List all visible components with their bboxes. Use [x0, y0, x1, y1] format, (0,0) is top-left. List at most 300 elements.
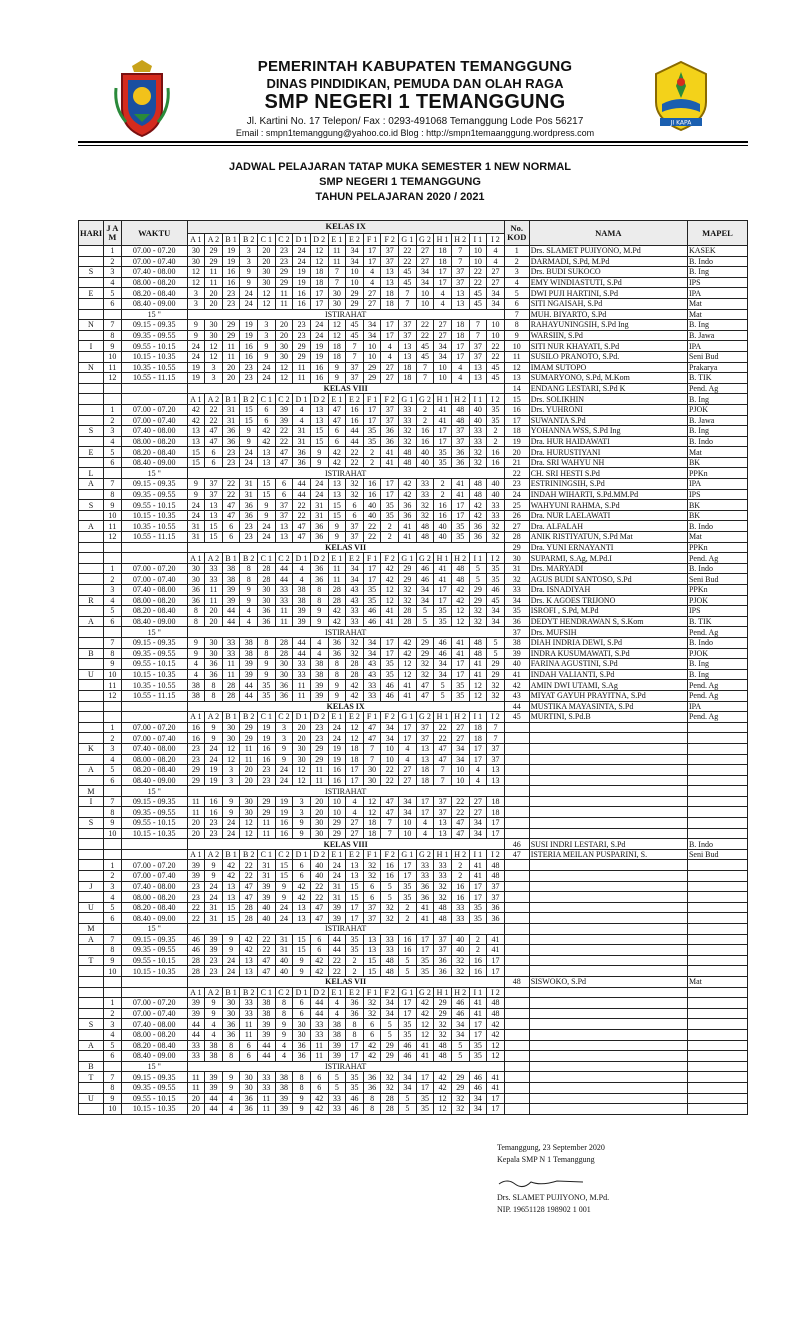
teacher-code-cell: 12 [328, 330, 346, 341]
signature-place-date: Temanggung, 23 September 2020 [497, 1143, 605, 1152]
teacher-code-cell: 11 [240, 1029, 258, 1040]
schedule-row [79, 330, 748, 341]
teacher-code [504, 818, 529, 829]
teacher-code-cell: 24 [275, 902, 293, 913]
teacher-code-cell: 7 [346, 341, 364, 352]
teacher-code-cell: 41 [416, 1040, 434, 1051]
teacher-code-cell: 36 [469, 532, 487, 543]
class-code-cell: F 2 [381, 849, 399, 860]
teacher-code-cell: 42 [222, 871, 240, 882]
teacher-subject: Pend. Ag [687, 690, 747, 701]
period-number: 4 [103, 1029, 121, 1040]
teacher-code-cell: 18 [310, 267, 328, 278]
teacher-code-cell: 9 [240, 277, 258, 288]
teacher-code-cell: 42 [310, 1104, 328, 1115]
teacher-name [529, 987, 687, 998]
teacher-subject: PPKn [687, 585, 747, 596]
teacher-code-cell: 22 [451, 796, 469, 807]
teacher-code-cell: 20 [222, 362, 240, 373]
class-code-cell: H 2 [451, 233, 469, 246]
period-number: 12 [103, 532, 121, 543]
period-time: 08.00 - 08.20 [121, 892, 187, 903]
teacher-code: 28 [504, 532, 529, 543]
teacher-subject: B. Indo [687, 637, 747, 648]
period-number: 11 [103, 680, 121, 691]
teacher-code-cell: 17 [346, 765, 364, 776]
teacher-code-cell: 5 [399, 966, 417, 977]
teacher-code-cell: 5 [328, 1082, 346, 1093]
teacher-code-cell: 43 [363, 659, 381, 670]
teacher-code-cell: 20 [205, 288, 223, 299]
teacher-code-cell: 37 [416, 722, 434, 733]
jam-cell [103, 839, 121, 850]
class-label-row [79, 383, 748, 394]
schedule-row [79, 627, 748, 638]
teacher-code-cell: 44 [187, 1019, 205, 1030]
period-time: 07.00 - 07.40 [121, 1008, 187, 1019]
teacher-code [504, 722, 529, 733]
teacher-code-cell: 37 [434, 796, 452, 807]
teacher-code-cell: 41 [487, 934, 505, 945]
teacher-code-cell: 30 [328, 288, 346, 299]
teacher-code [504, 913, 529, 924]
teacher-code-cell: 47 [381, 796, 399, 807]
teacher-code-cell: 9 [240, 436, 258, 447]
class-code-row [79, 849, 748, 860]
period-time: 07.40 - 08.00 [121, 426, 187, 437]
teacher-name: SUSILO PRANOTO, S.Pd. [529, 351, 687, 362]
period-time: 07.00 - 07.20 [121, 563, 187, 574]
teacher-code-cell: 36 [399, 510, 417, 521]
teacher-code-cell: 36 [293, 457, 311, 468]
teacher-code-cell: 5 [469, 574, 487, 585]
teacher-code-cell: 44 [310, 998, 328, 1009]
teacher-code-cell: 33 [346, 606, 364, 617]
teacher-code-cell: 18 [346, 754, 364, 765]
teacher-code-cell: 22 [240, 860, 258, 871]
period-number: 10 [103, 1104, 121, 1115]
teacher-code-cell: 29 [293, 341, 311, 352]
day-letter [79, 966, 104, 977]
teacher-code [504, 987, 529, 998]
class-code-cell: A 1 [187, 987, 205, 998]
teacher-code-cell: 33 [187, 1040, 205, 1051]
teacher-code-cell: 27 [346, 818, 364, 829]
period-time: 09.55 - 10.15 [121, 955, 187, 966]
day-cell [79, 542, 104, 553]
teacher-code-cell: 42 [469, 500, 487, 511]
teacher-code-cell: 12 [346, 722, 364, 733]
teacher-code-cell: 42 [487, 1029, 505, 1040]
teacher-code-cell: 41 [434, 563, 452, 574]
schedule-row [79, 510, 748, 521]
day-cell [79, 394, 104, 405]
teacher-code-cell: 47 [258, 966, 276, 977]
teacher-code-cell: 35 [381, 510, 399, 521]
teacher-code-cell: 46 [469, 1072, 487, 1083]
teacher-code-cell: 48 [381, 955, 399, 966]
teacher-code: 15 [504, 394, 529, 405]
teacher-code-cell: 3 [187, 298, 205, 309]
class-code-cell: B 2 [240, 553, 258, 564]
teacher-subject [687, 796, 747, 807]
teacher-code-cell: 30 [258, 267, 276, 278]
class-code-cell: C 1 [258, 849, 276, 860]
teacher-code-cell: 8 [310, 595, 328, 606]
teacher-code-cell: 36 [469, 521, 487, 532]
teacher-code-cell: 41 [487, 945, 505, 956]
teacher-subject [687, 743, 747, 754]
period-number: 11 [103, 521, 121, 532]
teacher-code-cell: 10 [346, 277, 364, 288]
day-cell [79, 553, 104, 564]
teacher-code-cell: 28 [258, 563, 276, 574]
period-time: 09.35 - 09.55 [121, 330, 187, 341]
teacher-code-cell: 24 [258, 532, 276, 543]
teacher-code-cell: 3 [205, 373, 223, 384]
day-letter [79, 860, 104, 871]
teacher-code-cell: 23 [222, 447, 240, 458]
teacher-code-cell: 12 [240, 818, 258, 829]
teacher-code-cell: 33 [328, 1093, 346, 1104]
teacher-code-cell: 9 [293, 828, 311, 839]
schedule-row [79, 828, 748, 839]
teacher-name: IMAM SUTOPO [529, 362, 687, 373]
teacher-subject: IPS [687, 606, 747, 617]
teacher-code-cell: 24 [205, 892, 223, 903]
teacher-code-cell: 15 [293, 934, 311, 945]
teacher-code-cell: 27 [434, 320, 452, 331]
period-number: 10 [103, 351, 121, 362]
teacher-code-cell: 32 [346, 648, 364, 659]
teacher-code-cell: 34 [434, 669, 452, 680]
teacher-code-cell: 47 [205, 426, 223, 437]
teacher-name: WAHYUNI RAHMA, S.Pd [529, 500, 687, 511]
teacher-code-cell: 12 [469, 690, 487, 701]
teacher-name [529, 1019, 687, 1030]
teacher-code-cell: 12 [363, 796, 381, 807]
jam-cell [103, 627, 121, 638]
teacher-code-cell: 2 [487, 426, 505, 437]
teacher-code-cell: 10 [399, 828, 417, 839]
teacher-code-cell: 13 [416, 754, 434, 765]
teacher-code: 48 [504, 976, 529, 987]
teacher-code-cell: 40 [258, 902, 276, 913]
teacher-code-cell: 16 [310, 362, 328, 373]
teacher-code-cell: 39 [205, 1082, 223, 1093]
teacher-code-cell: 46 [346, 1093, 364, 1104]
teacher-subject: B. TIK [687, 373, 747, 384]
teacher-code-cell: 35 [363, 436, 381, 447]
day-letter [79, 415, 104, 426]
teacher-code-cell: 22 [205, 415, 223, 426]
teacher-code-cell: 29 [346, 288, 364, 299]
teacher-code-cell: 2 [487, 436, 505, 447]
teacher-code-cell: 32 [363, 998, 381, 1009]
teacher-code-cell: 9 [240, 267, 258, 278]
teacher-code: 36 [504, 616, 529, 627]
period-number: 3 [103, 585, 121, 596]
teacher-code-cell: 47 [328, 404, 346, 415]
teacher-code-cell: 9 [205, 998, 223, 1009]
teacher-code-cell: 46 [416, 563, 434, 574]
teacher-code-cell: 32 [451, 1093, 469, 1104]
teacher-code-cell: 41 [451, 479, 469, 490]
teacher-code-cell: 6 [258, 415, 276, 426]
teacher-code-cell: 41 [434, 404, 452, 415]
waktu-cell [121, 976, 187, 987]
teacher-code-cell: 34 [451, 743, 469, 754]
teacher-code-cell: 32 [434, 892, 452, 903]
teacher-code-cell: 5 [381, 1019, 399, 1030]
teacher-code-cell: 48 [399, 457, 417, 468]
teacher-code-cell: 40 [363, 500, 381, 511]
teacher-code-cell: 13 [451, 288, 469, 299]
teacher-code-cell: 2 [451, 860, 469, 871]
class-code-cell: A 1 [187, 394, 205, 405]
teacher-code-cell: 17 [451, 351, 469, 362]
teacher-code-cell: 48 [451, 404, 469, 415]
day-letter: A [79, 934, 104, 945]
teacher-code-cell: 33 [205, 574, 223, 585]
waktu-cell [121, 839, 187, 850]
period-number: 7 [103, 637, 121, 648]
header-kode: No. KOD [504, 221, 529, 246]
teacher-code-cell: 38 [222, 574, 240, 585]
break-label: ISTIRAHAT [187, 1061, 504, 1072]
period-number: 4 [103, 595, 121, 606]
teacher-code-cell: 13 [222, 881, 240, 892]
break-label: ISTIRAHAT [187, 468, 504, 479]
day-cell [79, 712, 104, 723]
teacher-code-cell: 28 [187, 955, 205, 966]
teacher-code-cell: 30 [205, 648, 223, 659]
teacher-code-cell: 46 [451, 998, 469, 1009]
teacher-code-cell: 10 [469, 256, 487, 267]
teacher-code-cell: 35 [346, 1072, 364, 1083]
teacher-code-cell: 22 [363, 521, 381, 532]
class-code-cell: A 1 [187, 849, 205, 860]
teacher-code-cell: 4 [275, 1051, 293, 1062]
teacher-code-cell: 6 [222, 521, 240, 532]
teacher-code-cell: 46 [469, 1082, 487, 1093]
teacher-code-cell: 23 [293, 330, 311, 341]
teacher-code-cell: 37 [381, 256, 399, 267]
class-code-cell: I 2 [487, 712, 505, 723]
teacher-code-cell: 8 [222, 1051, 240, 1062]
teacher-name [529, 733, 687, 744]
teacher-code-cell: 30 [240, 1082, 258, 1093]
teacher-code-cell: 29 [434, 1008, 452, 1019]
teacher-code-cell: 9 [258, 510, 276, 521]
period-time: 08.00 - 08.20 [121, 277, 187, 288]
teacher-code-cell: 41 [469, 659, 487, 670]
teacher-subject [687, 966, 747, 977]
teacher-code-cell: 13 [275, 521, 293, 532]
teacher-name [529, 786, 687, 797]
teacher-code-cell: 37 [469, 351, 487, 362]
schedule-row [79, 733, 748, 744]
teacher-subject: BK [687, 500, 747, 511]
teacher-code: 41 [504, 669, 529, 680]
class-label: KELAS IX [187, 701, 504, 712]
teacher-code: 46 [504, 839, 529, 850]
teacher-code-cell: 4 [469, 765, 487, 776]
teacher-code-cell: 46 [399, 1040, 417, 1051]
teacher-code-cell: 22 [328, 955, 346, 966]
teacher-code-cell: 36 [363, 1072, 381, 1083]
teacher-code-cell: 36 [363, 1082, 381, 1093]
period-number: 12 [103, 690, 121, 701]
day-letter: R [79, 595, 104, 606]
teacher-code-cell: 42 [310, 955, 328, 966]
teacher-code-cell: 17 [346, 1051, 364, 1062]
schedule-row [79, 288, 748, 299]
period-time: 09.35 - 09.55 [121, 945, 187, 956]
teacher-code-cell: 48 [434, 1051, 452, 1062]
teacher-code-cell: 7 [416, 362, 434, 373]
class-code-cell: G 2 [416, 233, 434, 246]
period-time: 10.35 - 10.55 [121, 521, 187, 532]
waktu-cell [121, 849, 187, 860]
day-letter [79, 637, 104, 648]
teacher-code-cell: 2 [399, 913, 417, 924]
teacher-code [504, 733, 529, 744]
teacher-code-cell: 13 [205, 510, 223, 521]
teacher-code: 19 [504, 436, 529, 447]
teacher-name [529, 924, 687, 935]
period-number: 1 [103, 563, 121, 574]
period-number: 10 [103, 510, 121, 521]
teacher-code-cell: 7 [328, 277, 346, 288]
teacher-code-cell: 8 [258, 637, 276, 648]
class-code-cell: F 1 [363, 987, 381, 998]
day-letter: U [79, 902, 104, 913]
schedule-row [79, 955, 748, 966]
teacher-code-cell: 18 [310, 277, 328, 288]
teacher-name: SUSI INDRI LESTARI, S.Pd [529, 839, 687, 850]
teacher-subject: B. Jawa [687, 415, 747, 426]
schedule-row [79, 966, 748, 977]
teacher-code-cell: 16 [240, 351, 258, 362]
teacher-code-cell: 27 [451, 733, 469, 744]
teacher-code-cell: 29 [399, 563, 417, 574]
schedule-row [79, 616, 748, 627]
teacher-code-cell: 8 [363, 1104, 381, 1115]
teacher-subject: IPA [687, 288, 747, 299]
teacher-code-cell: 6 [310, 934, 328, 945]
period-time: 08.00 - 08.20 [121, 595, 187, 606]
schedule-row [79, 320, 748, 331]
teacher-code-cell: 17 [434, 585, 452, 596]
period-time: 07.00 - 07.20 [121, 998, 187, 1009]
teacher-code-cell: 36 [293, 1051, 311, 1062]
day-letter [79, 574, 104, 585]
teacher-code-cell: 9 [293, 966, 311, 977]
class-code-cell: G 2 [416, 553, 434, 564]
teacher-code [504, 786, 529, 797]
teacher-code-cell: 36 [451, 447, 469, 458]
teacher-code-cell: 30 [258, 585, 276, 596]
teacher-code-cell: 4 [363, 267, 381, 278]
teacher-code-cell: 32 [487, 521, 505, 532]
class-code-cell: H 2 [451, 849, 469, 860]
day-letter: L [79, 468, 104, 479]
class-code-cell: E 2 [346, 712, 364, 723]
period-time: 08.20 - 08.40 [121, 765, 187, 776]
teacher-code-cell: 34 [399, 796, 417, 807]
jam-cell [103, 976, 121, 987]
day-letter: S [79, 500, 104, 511]
teacher-code-cell: 29 [240, 733, 258, 744]
teacher-code-cell: 34 [416, 277, 434, 288]
day-letter [79, 309, 104, 320]
teacher-code [504, 998, 529, 1009]
jam-cell [103, 383, 121, 394]
teacher-code-cell: 39 [328, 1040, 346, 1051]
teacher-code-cell: 34 [487, 298, 505, 309]
teacher-code-cell: 29 [487, 669, 505, 680]
class-code-cell: D 1 [293, 849, 311, 860]
teacher-code-cell: 11 [258, 1093, 276, 1104]
schedule-row [79, 426, 748, 437]
day-letter: T [79, 1072, 104, 1083]
teacher-code-cell: 23 [222, 457, 240, 468]
teacher-code-cell: 48 [487, 860, 505, 871]
day-letter [79, 489, 104, 500]
teacher-code-cell: 44 [205, 1093, 223, 1104]
teacher-subject: Pend. Ag [687, 680, 747, 691]
teacher-code-cell: 35 [451, 690, 469, 701]
teacher-code-cell: 8 [222, 1040, 240, 1051]
schedule-table [78, 220, 748, 1115]
teacher-code-cell: 28 [222, 680, 240, 691]
teacher-code-cell: 13 [258, 447, 276, 458]
class-code-cell: D 2 [310, 849, 328, 860]
jam-cell [103, 553, 121, 564]
teacher-subject [687, 1104, 747, 1115]
class-code-cell: F 1 [363, 233, 381, 246]
teacher-code-cell: 13 [346, 860, 364, 871]
teacher-code-cell: 17 [363, 563, 381, 574]
teacher-code-cell: 29 [416, 648, 434, 659]
period-time: 07.40 - 08.00 [121, 881, 187, 892]
jam-cell [103, 394, 121, 405]
class-code-cell: H 2 [451, 394, 469, 405]
class-code-cell: A 2 [205, 849, 223, 860]
teacher-code-cell: 8 [328, 669, 346, 680]
teacher-code [504, 934, 529, 945]
waktu-cell [121, 701, 187, 712]
teacher-code-cell: 39 [293, 606, 311, 617]
teacher-code-cell: 42 [310, 966, 328, 977]
teacher-code-cell: 5 [487, 648, 505, 659]
teacher-code-cell: 15 [363, 955, 381, 966]
teacher-code-cell: 16 [258, 743, 276, 754]
teacher-code-cell: 10 [346, 267, 364, 278]
teacher-subject: B. Ing [687, 669, 747, 680]
schedule-row [79, 489, 748, 500]
teacher-code: 39 [504, 648, 529, 659]
teacher-code-cell: 38 [310, 669, 328, 680]
teacher-code-cell: 22 [310, 881, 328, 892]
period-number: 8 [103, 945, 121, 956]
teacher-code-cell: 2 [469, 945, 487, 956]
teacher-code-cell: 4 [451, 362, 469, 373]
teacher-code-cell: 39 [187, 860, 205, 871]
teacher-code-cell: 32 [346, 637, 364, 648]
schedule-row [79, 1104, 748, 1115]
